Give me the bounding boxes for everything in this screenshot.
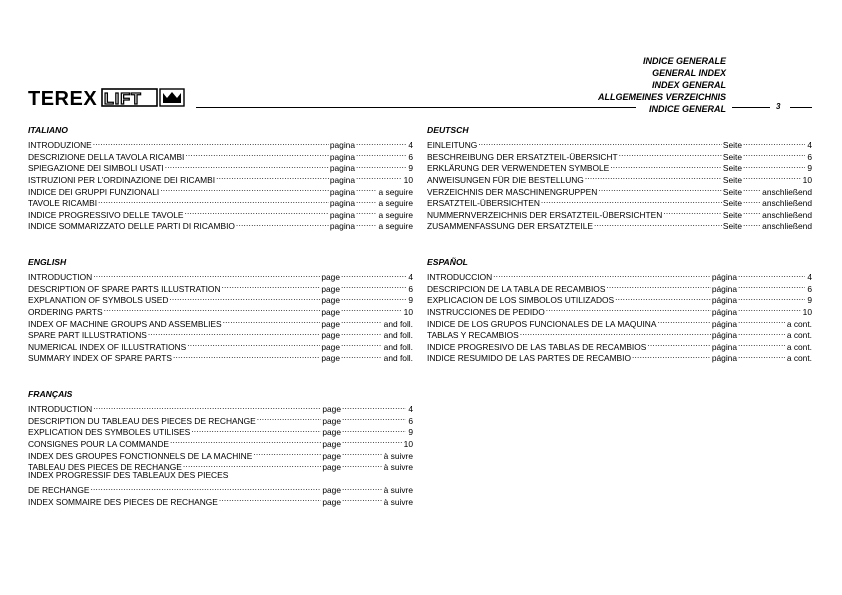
dot-leader <box>147 327 321 339</box>
dot-leader <box>545 303 711 315</box>
dot-leader <box>340 269 406 281</box>
toc-entry-label: TABLAS Y RECAMBIOS <box>427 330 519 341</box>
dot-leader <box>340 350 382 362</box>
dot-leader <box>340 292 406 304</box>
page-reference: anschließend <box>762 221 812 232</box>
terexlift-logo <box>28 86 188 110</box>
page-word: page <box>321 306 340 317</box>
dot-leader <box>97 195 329 207</box>
title-spanish: INDICE GENERAL <box>648 104 726 114</box>
title-german: ALLGEMEINES VERZEICHNIS <box>597 92 726 102</box>
toc-entry-label: SPIEGAZIONE DEI SIMBOLI USATI <box>28 163 164 174</box>
section-english <box>28 257 413 364</box>
dot-leader <box>355 218 377 230</box>
page-reference: 10 <box>403 306 413 317</box>
dot-leader <box>605 280 710 292</box>
toc-entry-label: ERSATZTEIL-ÜBERSICHTEN <box>427 198 540 209</box>
page-reference: 10 <box>802 174 812 185</box>
dot-leader <box>355 160 406 172</box>
page-reference: à suivre <box>383 450 413 461</box>
page-word: página <box>711 272 737 283</box>
dot-leader <box>222 315 321 327</box>
page-word: page <box>321 341 340 352</box>
dot-leader <box>215 171 329 183</box>
page-word: página <box>711 318 737 329</box>
dot-leader <box>737 269 805 281</box>
dot-leader <box>341 424 406 436</box>
page-word: page <box>321 318 340 329</box>
dot-leader <box>221 280 321 292</box>
page-reference: 4 <box>408 272 413 283</box>
dot-leader <box>182 459 321 471</box>
svg-text:LIFT: LIFT <box>104 91 142 108</box>
toc-row <box>427 269 812 281</box>
page-word: página <box>711 353 737 364</box>
toc-list <box>427 269 812 362</box>
page-reference: anschließend <box>762 186 812 197</box>
toc-entry-label: DESCRIZIONE DELLA TAVOLA RICAMBI <box>28 151 185 162</box>
toc-entry-label: INDEX DES GROUPES FONCTIONNELS DE LA MACHINE <box>28 450 253 461</box>
index-titles <box>598 55 726 115</box>
page-number: 3 <box>776 102 781 111</box>
page-word: page <box>321 272 340 283</box>
page-word: pagina <box>329 174 355 185</box>
dot-leader <box>540 195 722 207</box>
dot-leader <box>92 401 321 413</box>
section-deutsch <box>427 125 812 232</box>
toc-row <box>28 269 413 281</box>
page-reference: a seguire <box>378 221 413 232</box>
section-heading: ENGLISH <box>28 257 67 267</box>
section-espanol <box>427 257 812 364</box>
dot-leader <box>742 160 805 172</box>
header-rule-short <box>732 107 770 108</box>
terexlift-logo-graphic <box>28 86 188 110</box>
page-reference: 4 <box>408 404 413 415</box>
page-reference: a cont. <box>786 353 812 364</box>
page-word: página <box>711 341 737 352</box>
toc-entry-label: TABLEAU DES PIECES DE RECHANGE <box>28 462 182 473</box>
page-reference: a seguire <box>378 209 413 220</box>
dot-leader <box>341 482 382 494</box>
dot-leader <box>169 435 321 447</box>
dot-leader <box>218 493 321 505</box>
dot-leader <box>341 493 382 505</box>
toc-entry-label: ORDERING PARTS <box>28 306 103 317</box>
toc-entry-label: VERZEICHNIS DER MASCHINENGRUPPEN <box>427 186 598 197</box>
page-reference: anschließend <box>762 209 812 220</box>
page-word: page <box>322 404 341 415</box>
dot-leader <box>737 303 801 315</box>
page-reference: à suivre <box>383 496 413 507</box>
page-reference: 10 <box>403 438 413 449</box>
dot-leader <box>355 148 406 160</box>
dot-leader <box>235 218 329 230</box>
toc-row <box>427 148 812 160</box>
page-word: pagina <box>329 151 355 162</box>
svg-text:TEREX: TEREX <box>28 88 98 110</box>
dot-leader <box>355 171 402 183</box>
page-reference: a cont. <box>786 341 812 352</box>
dot-leader <box>341 435 402 447</box>
toc-entry-label: INSTRUCCIONES DE PEDIDO <box>427 306 545 317</box>
page-reference: and foll. <box>383 330 413 341</box>
page-word: page <box>321 353 340 364</box>
dot-leader <box>737 292 805 304</box>
dot-leader <box>584 171 722 183</box>
toc-list <box>427 137 812 230</box>
dot-leader <box>355 195 377 207</box>
dot-leader <box>172 350 320 362</box>
page-reference: 9 <box>408 163 413 174</box>
page-word: page <box>322 427 341 438</box>
dot-leader <box>646 338 710 350</box>
dot-leader <box>92 269 320 281</box>
page-word: page <box>322 496 341 507</box>
dot-leader <box>168 292 320 304</box>
dot-leader <box>742 171 801 183</box>
page-word: Seite <box>722 209 742 220</box>
page-reference: à suivre <box>383 462 413 473</box>
toc-entry-label: ANWEISUNGEN FÜR DIE BESTELLUNG <box>427 174 584 185</box>
dot-leader <box>593 218 722 230</box>
toc-entry-label: INDICE DEI GRUPPI FUNZIONALI <box>28 186 160 197</box>
toc-entry-label: INDICE SOMMARIZZATO DELLE PARTI DI RICAMBIO <box>28 221 235 232</box>
dot-leader <box>737 327 785 339</box>
dot-leader <box>631 350 711 362</box>
toc-entry-label: INTRODUZIONE <box>28 140 92 151</box>
dot-leader <box>89 482 321 494</box>
toc-entry-label: DESCRIPTION OF SPARE PARTS ILLUSTRATION <box>28 283 221 294</box>
page-reference: 9 <box>408 427 413 438</box>
page-reference: 9 <box>807 163 812 174</box>
dot-leader <box>492 269 711 281</box>
dot-leader <box>477 137 722 149</box>
page-reference: 6 <box>408 415 413 426</box>
toc-entry-label: INDICE RESUMIDO DE LAS PARTES DE RECAMBIO <box>427 353 631 364</box>
dot-leader <box>618 148 722 160</box>
dot-leader <box>340 303 402 315</box>
dot-leader <box>742 218 760 230</box>
page-reference: 9 <box>807 295 812 306</box>
dot-leader <box>340 280 406 292</box>
page-reference: 6 <box>807 151 812 162</box>
dot-leader <box>341 401 406 413</box>
page-word: Seite <box>722 163 742 174</box>
page-word: Seite <box>722 221 742 232</box>
page-reference: 4 <box>807 140 812 151</box>
toc-entry-label: NUMERICAL INDEX OF ILLUSTRATIONS <box>28 341 187 352</box>
toc-entry-label: DE RECHANGE <box>28 485 90 496</box>
page-word: Seite <box>722 186 742 197</box>
dot-leader <box>341 412 406 424</box>
toc-row <box>28 482 413 494</box>
dot-leader <box>159 183 329 195</box>
dot-leader <box>340 327 382 339</box>
section-heading: ESPAÑOL <box>427 257 468 267</box>
toc-list <box>28 401 413 505</box>
toc-entry-label: TAVOLE RICAMBI <box>28 198 98 209</box>
toc-entry-label: SUMMARY INDEX OF SPARE PARTS <box>28 353 172 364</box>
page-reference: a seguire <box>378 198 413 209</box>
dot-leader <box>742 206 760 218</box>
page-word: pagina <box>329 209 355 220</box>
dot-leader <box>256 412 322 424</box>
dot-leader <box>184 148 328 160</box>
toc-entry-label: EXPLICACION DE LOS SIMBOLOS UTILIZADOS <box>427 295 615 306</box>
dot-leader <box>737 338 785 350</box>
section-heading: FRANÇAIS <box>28 389 73 399</box>
dot-leader <box>662 206 722 218</box>
page-reference: a cont. <box>786 330 812 341</box>
page-word: Seite <box>722 198 742 209</box>
page-reference: 6 <box>408 151 413 162</box>
page-reference: a cont. <box>786 318 812 329</box>
dot-leader <box>737 315 785 327</box>
toc-entry-label: INDEX OF MACHINE GROUPS AND ASSEMBLIES <box>28 318 222 329</box>
toc-entry-label: EXPLICATION DES SYMBOLES UTILISES <box>28 427 191 438</box>
page-word: Seite <box>722 174 742 185</box>
dot-leader <box>190 424 321 436</box>
page-reference: à suivre <box>383 485 413 496</box>
dot-leader <box>340 315 382 327</box>
toc-entry-label: INDICE DE LOS GRUPOS FUNCIONALES DE LA MAQUINA <box>427 318 657 329</box>
section-heading: DEUTSCH <box>427 125 469 135</box>
toc-entry-label: INDEX SOMMAIRE DES PIECES DE RECHANGE <box>28 496 218 507</box>
toc-row <box>28 137 413 149</box>
dot-leader <box>103 303 321 315</box>
dot-leader <box>737 350 785 362</box>
toc-list <box>28 269 413 362</box>
toc-entry-label: ZUSAMMENFASSUNG DER ERSATZTEILE <box>427 221 593 232</box>
page-reference: 4 <box>807 272 812 283</box>
dot-leader <box>341 447 382 459</box>
header-rule-end <box>790 107 812 108</box>
page-word: Seite <box>722 151 742 162</box>
section-francais <box>28 389 413 505</box>
page-word: pagina <box>329 186 355 197</box>
section-italiano <box>28 125 413 232</box>
toc-entry-label: BESCHREIBUNG DER ERSATZTEIL-ÜBERSICHT <box>427 151 618 162</box>
page-word: page <box>322 438 341 449</box>
dot-leader <box>737 280 805 292</box>
dot-leader <box>519 327 711 339</box>
dot-leader <box>355 183 377 195</box>
toc-entry-label: INDICE PROGRESIVO DE LAS TABLAS DE RECAMBIOS <box>427 341 647 352</box>
dot-leader <box>355 137 406 149</box>
title-french: INDEX GENERAL <box>651 80 726 90</box>
dot-leader <box>742 183 760 195</box>
toc-entry-label: DESCRIPTION DU TABLEAU DES PIECES DE RECHANGE <box>28 415 256 426</box>
toc-entry-label: EXPLANATION OF SYMBOLS USED <box>28 295 169 306</box>
dot-leader <box>742 195 760 207</box>
dot-leader <box>742 148 805 160</box>
toc-entry-label: NUMMERNVERZEICHNIS DER ERSATZTEIL-ÜBERSICHTEN <box>427 209 663 220</box>
toc-entry-label: CONSIGNES POUR LA COMMANDE <box>28 438 170 449</box>
dot-leader <box>341 459 382 471</box>
page-word: página <box>711 283 737 294</box>
page-word: page <box>322 485 341 496</box>
dot-leader <box>340 338 382 350</box>
toc-entry-label: INDICE PROGRESSIVO DELLE TAVOLE <box>28 209 184 220</box>
dot-leader <box>183 206 328 218</box>
page-reference: 6 <box>807 283 812 294</box>
page-reference: and foll. <box>383 341 413 352</box>
dot-leader <box>186 338 320 350</box>
page-word: pagina <box>329 163 355 174</box>
dot-leader <box>656 315 710 327</box>
page-reference: 10 <box>802 306 812 317</box>
page-reference: 10 <box>403 174 413 185</box>
toc-entry-label: INTRODUCTION <box>28 404 93 415</box>
page-word: page <box>321 295 340 306</box>
toc-entry-label: INTRODUCCION <box>427 272 493 283</box>
page-word: page <box>322 462 341 473</box>
page-word: pagina <box>329 198 355 209</box>
dot-leader <box>609 160 722 172</box>
page-reference: 6 <box>408 283 413 294</box>
dot-leader <box>742 137 805 149</box>
toc-entry-label: INTRODUCTION <box>28 272 93 283</box>
page-reference: 4 <box>408 140 413 151</box>
dot-leader <box>614 292 711 304</box>
header-rule <box>196 107 636 108</box>
page-reference: anschließend <box>762 198 812 209</box>
title-english: GENERAL INDEX <box>652 68 726 78</box>
page-word: page <box>321 330 340 341</box>
dot-leader <box>355 206 377 218</box>
dot-leader <box>92 137 329 149</box>
page-reference: and foll. <box>383 318 413 329</box>
page-word: Seite <box>722 140 742 151</box>
page-reference: a seguire <box>378 186 413 197</box>
dot-leader <box>164 160 329 172</box>
toc-list <box>28 137 413 230</box>
page-word: página <box>711 306 737 317</box>
page-word: page <box>322 450 341 461</box>
title-italian: INDICE GENERALE <box>642 56 726 66</box>
page-word: página <box>711 330 737 341</box>
page-word: page <box>322 415 341 426</box>
toc-row <box>28 470 413 482</box>
section-heading: ITALIANO <box>28 125 68 135</box>
toc-row <box>28 401 413 413</box>
toc-row <box>427 137 812 149</box>
toc-entry-label: SPARE PART ILLUSTRATIONS <box>28 330 147 341</box>
page-word: page <box>321 283 340 294</box>
page-word: página <box>711 295 737 306</box>
toc-entry-label: INDEX PROGRESSIF DES TABLEAUX DES PIECES <box>28 470 229 481</box>
toc-entry-label: ERKLÄRUNG DER VERWENDETEN SYMBOLE <box>427 163 610 174</box>
dot-leader <box>252 447 321 459</box>
page-word: pagina <box>329 140 355 151</box>
page-reference: 9 <box>408 295 413 306</box>
dot-leader <box>597 183 722 195</box>
toc-entry-label: ISTRUZIONI PER L’ORDINAZIONE DEI RICAMBI <box>28 174 216 185</box>
toc-entry-label: DESCRIPCION DE LA TABLA DE RECAMBIOS <box>427 283 606 294</box>
toc-entry-label: EINLEITUNG <box>427 140 478 151</box>
page-word: pagina <box>329 221 355 232</box>
page-reference: and foll. <box>383 353 413 364</box>
